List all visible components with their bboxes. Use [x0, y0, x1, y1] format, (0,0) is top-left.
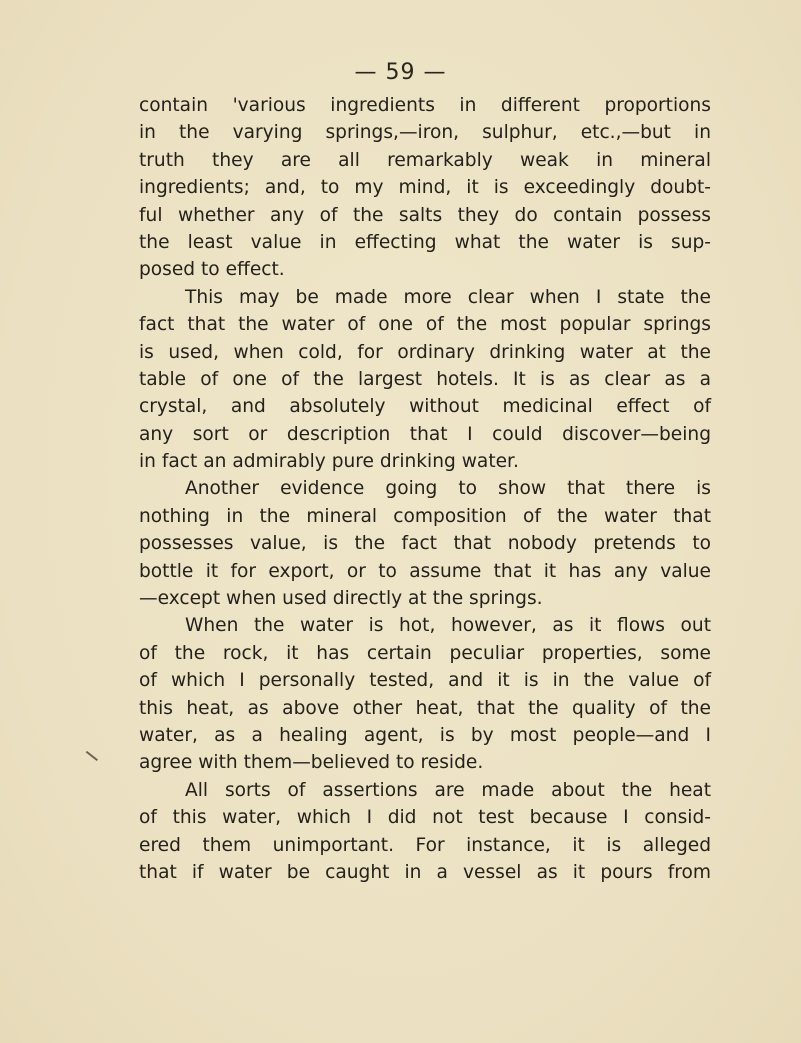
text-line: possesses value, is the fact that nobody pretends to: [139, 533, 711, 555]
text-line: —except when used directly at the springs.: [139, 588, 543, 610]
text-line: nothing in the mineral composition of the water that: [139, 505, 711, 527]
text-line: of the rock, it has certain peculiar properties, some: [139, 642, 711, 664]
paragraph-start-line: This may be made more clear when I state the: [185, 286, 711, 308]
text-line: posed to effect.: [139, 259, 285, 281]
text-line: agree with them—believed to reside.: [139, 752, 484, 774]
text-line: truth they are all remarkably weak in mineral: [139, 149, 711, 171]
body-text: [139, 92, 711, 886]
text-line: the least value in effecting what the water is sup-: [139, 231, 711, 253]
text-line: any sort or description that I could discover—being: [139, 423, 711, 445]
text-line: crystal, and absolutely without medicinal effect of: [139, 396, 711, 418]
text-line: fact that the water of one of the most popular springs: [139, 314, 711, 336]
text-line: contain 'various ingredients in different proportions: [139, 95, 711, 116]
text-line: is used, when cold, for ordinary drinking water at the: [139, 341, 711, 363]
text-line: in fact an admirably pure drinking water.: [139, 451, 519, 473]
text-line: ered them unimportant. For instance, it is alleged: [139, 834, 711, 856]
text-line: of this water, which I did not test because I consid-: [139, 807, 711, 829]
text-line: ingredients; and, to my mind, it is exceedingly doubt-: [139, 177, 711, 199]
text-line: table of one of the largest hotels. It is as clear as a: [139, 368, 711, 390]
text-line: that if water be caught in a vessel as it pours from: [139, 861, 711, 883]
text-line: ful whether any of the salts they do contain possess: [139, 204, 711, 226]
text-line: water, as a healing agent, is by most people—and I: [139, 724, 711, 746]
paragraph-start-line: Another evidence going to show that there is: [185, 478, 711, 500]
text-line: of which I personally tested, and it is in the value of: [139, 670, 711, 692]
page-number: — 59 —: [354, 60, 447, 85]
paragraph-start-line: When the water is hot, however, as it flows out: [185, 615, 711, 637]
text-line: bottle it for export, or to assume that it has any value: [139, 560, 711, 582]
text-line: this heat, as above other heat, that the quality of the: [139, 697, 711, 719]
text-line: in the varying springs,—iron, sulphur, etc.,—but in: [139, 122, 711, 144]
margin-mark: [86, 751, 98, 761]
paragraph-start-line: All sorts of assertions are made about the heat: [185, 779, 711, 801]
